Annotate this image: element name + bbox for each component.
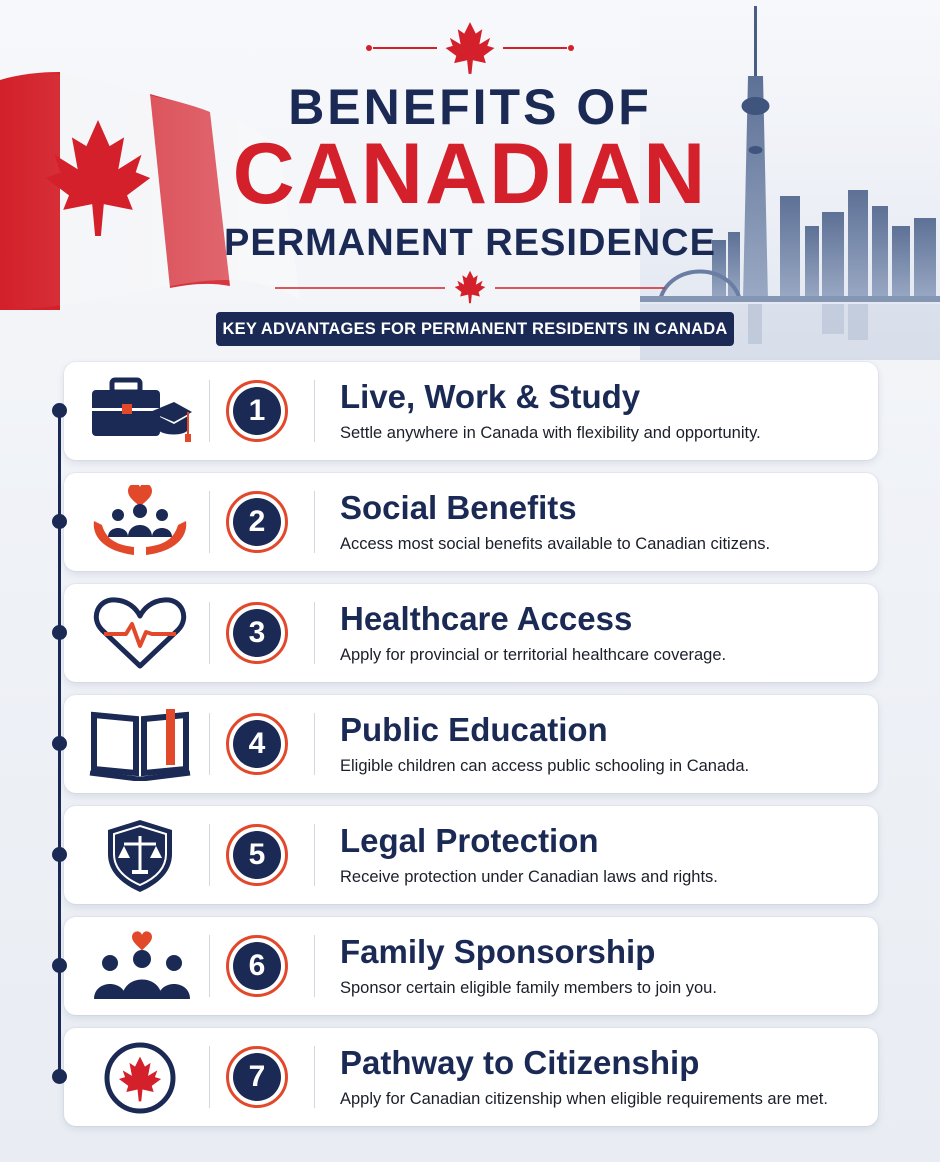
benefit-number-badge xyxy=(226,935,288,997)
benefit-description: Settle anywhere in Canada with flexibility and opportunity. xyxy=(340,424,761,442)
benefit-number: 4 xyxy=(233,720,281,768)
title-line-3: PERMANENT RESIDENCE xyxy=(224,222,716,264)
benefit-number: 3 xyxy=(233,609,281,657)
card-divider xyxy=(314,602,315,664)
benefit-description: Eligible children can access public schooling in Canada. xyxy=(340,757,750,775)
benefit-description: Apply for Canadian citizenship when eligible requirements are met. xyxy=(340,1090,828,1108)
card-divider xyxy=(209,824,210,886)
benefit-description: Access most social benefits available to Canadian citizens. xyxy=(340,535,771,553)
card-divider xyxy=(314,1046,315,1108)
benefit-card xyxy=(64,695,878,793)
benefit-title: Live, Work & Study xyxy=(340,378,641,415)
benefit-number-badge xyxy=(226,713,288,775)
benefit-number-badge xyxy=(226,824,288,886)
benefit-title: Social Benefits xyxy=(340,489,577,526)
briefcase-graduation-cap-icon xyxy=(88,374,192,448)
benefit-card xyxy=(64,362,878,460)
card-divider xyxy=(209,380,210,442)
benefit-card xyxy=(64,917,878,1015)
card-divider xyxy=(314,713,315,775)
benefit-title: Pathway to Citizenship xyxy=(340,1044,700,1081)
card-divider xyxy=(209,602,210,664)
benefit-number: 5 xyxy=(233,831,281,879)
benefit-number: 2 xyxy=(233,498,281,546)
benefit-description: Receive protection under Canadian laws and rights. xyxy=(340,868,718,886)
card-divider xyxy=(209,935,210,997)
timeline-dot xyxy=(52,403,67,418)
benefit-number-badge xyxy=(226,380,288,442)
family-heart-icon xyxy=(88,929,192,1003)
card-divider xyxy=(314,935,315,997)
benefit-card xyxy=(64,1028,878,1126)
card-divider xyxy=(314,491,315,553)
benefit-title: Healthcare Access xyxy=(340,600,633,637)
card-divider xyxy=(209,1046,210,1108)
benefit-number-badge xyxy=(226,1046,288,1108)
benefit-number: 1 xyxy=(233,387,281,435)
benefit-number: 6 xyxy=(233,942,281,990)
title-line-1: BENEFITS OF xyxy=(288,79,652,135)
benefit-card xyxy=(64,806,878,904)
benefit-number-badge xyxy=(226,602,288,664)
benefit-number: 7 xyxy=(233,1053,281,1101)
maple-leaf-circle-icon xyxy=(88,1040,192,1114)
benefit-title: Legal Protection xyxy=(340,822,599,859)
shield-scales-icon xyxy=(88,818,192,892)
heart-pulse-icon xyxy=(88,596,192,670)
top-maple-leaf-divider xyxy=(365,18,575,74)
card-divider xyxy=(209,713,210,775)
benefit-card xyxy=(64,473,878,571)
card-divider xyxy=(314,380,315,442)
community-hands-heart-icon xyxy=(88,485,192,559)
benefit-title: Family Sponsorship xyxy=(340,933,656,970)
timeline-dot xyxy=(52,514,67,529)
benefit-description: Apply for provincial or territorial healthcare coverage. xyxy=(340,646,727,664)
benefit-number-badge xyxy=(226,491,288,553)
maple-leaf-icon xyxy=(455,271,486,303)
title-line-2: CANADIAN xyxy=(232,126,708,222)
benefit-description: Sponsor certain eligible family members to join you. xyxy=(340,979,717,997)
subtitle-banner: KEY ADVANTAGES FOR PERMANENT RESIDENTS IN CANADA xyxy=(216,312,734,346)
timeline-dot xyxy=(52,736,67,751)
timeline-dot xyxy=(52,847,67,862)
benefit-card xyxy=(64,584,878,682)
maple-leaf-icon xyxy=(446,22,495,74)
timeline-dot xyxy=(52,625,67,640)
timeline-dot xyxy=(52,958,67,973)
benefit-title: Public Education xyxy=(340,711,608,748)
card-divider xyxy=(314,824,315,886)
timeline-dot xyxy=(52,1069,67,1084)
mid-maple-leaf-divider xyxy=(275,270,665,306)
open-book-icon xyxy=(88,707,192,781)
card-divider xyxy=(209,491,210,553)
